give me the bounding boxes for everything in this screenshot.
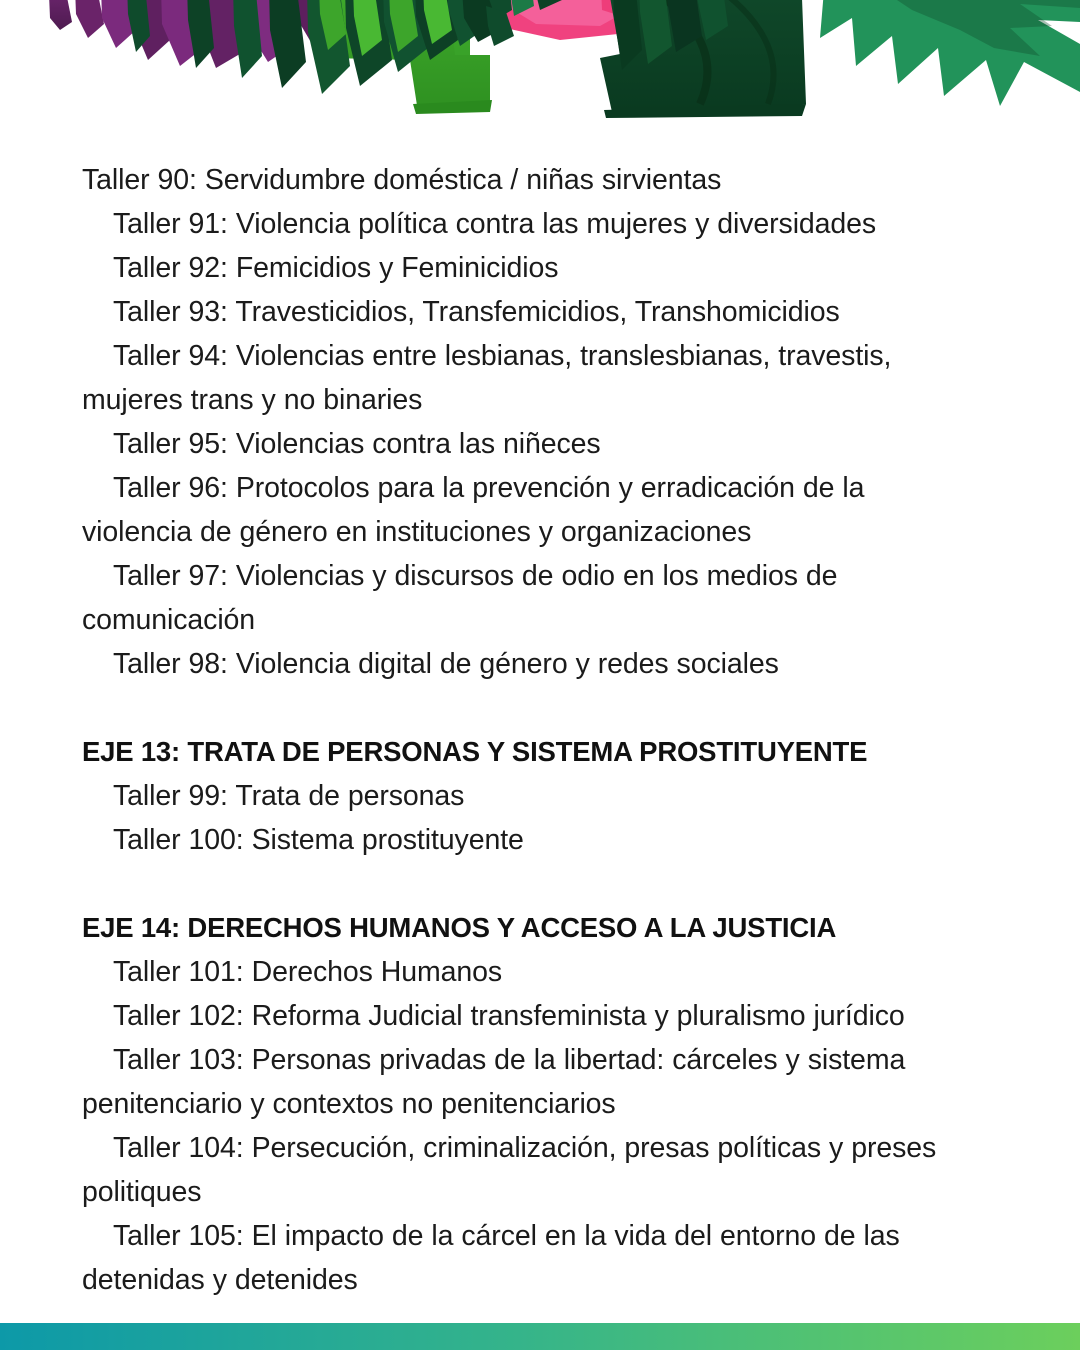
monstera-leaf-right [820, 0, 1080, 106]
workshop-line: Taller 104: Persecución, criminalización, presas políticas y preses politiques [82, 1132, 937, 1208]
workshop-line: Taller 90: Servidumbre doméstica / niñas sirvientas [82, 164, 722, 196]
bright-green-blades [318, 0, 452, 56]
paragraph-spacer [82, 862, 972, 906]
workshop-line: Taller 92: Femicidios y Feminicidios [113, 252, 559, 284]
eje-heading: EJE 14: DERECHOS HUMANOS Y ACCESO A LA JUSTICIA [82, 912, 837, 943]
workshop-line: Taller 94: Violencias entre lesbianas, translesbianas, travestis, mujeres trans y no binaries [82, 340, 892, 416]
bright-green-leaf-shape [300, 0, 492, 114]
mid-green-fronds-center [486, 0, 562, 22]
workshop-line: Taller 95: Violencias contra las niñeces [113, 428, 601, 460]
dark-accent-center [462, 0, 514, 46]
dark-green-fronds-right [612, 0, 728, 70]
dark-green-spikes-left [126, 0, 486, 94]
paragraph-spacer [82, 686, 972, 730]
eje-heading: EJE 13: TRATA DE PERSONAS Y SISTEMA PROSTITUYENTE [82, 736, 868, 767]
workshop-line: Taller 99: Trata de personas [113, 780, 465, 812]
gradient-footer-bar [0, 1323, 1080, 1350]
workshop-line: Taller 105: El impacto de la cárcel en la vida del entorno de las detenidas y detenides [82, 1220, 900, 1296]
workshop-line: Taller 93: Travesticidios, Transfemicidios, Transhomicidios [113, 296, 840, 328]
workshop-line: Taller 103: Personas privadas de la libertad: cárceles y sistema penitenciario y contextos no penitenciarios [82, 1044, 906, 1120]
workshop-line: Taller 102: Reforma Judicial transfeminista y pluralismo jurídico [113, 1000, 905, 1032]
workshop-line: Taller 96: Protocolos para la prevención y erradicación de la violencia de género en instituciones y organizaciones [82, 472, 865, 548]
dark-green-leaf-shape [600, 0, 806, 118]
workshop-line: Taller 101: Derechos Humanos [113, 956, 503, 988]
workshop-line: Taller 91: Violencia política contra las mujeres y diversidades [113, 208, 877, 240]
purple-fronds-left [48, 0, 342, 68]
workshop-line: Taller 98: Violencia digital de género y redes sociales [113, 648, 779, 680]
tropical-leaves-illustration [0, 0, 1080, 140]
workshop-line: Taller 97: Violencias y discursos de odio en los medios de comunicación [82, 560, 838, 636]
workshop-list-content [82, 158, 972, 1302]
workshop-line: Taller 100: Sistema prostituyente [113, 824, 524, 856]
pink-bloom [478, 0, 676, 40]
